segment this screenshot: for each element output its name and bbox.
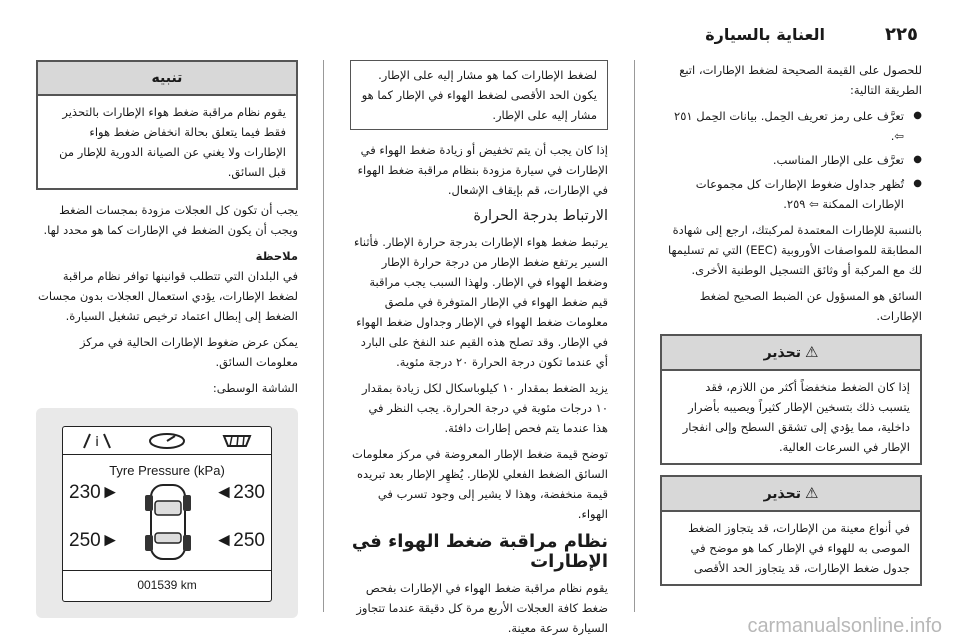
- rear-right-pressure: ◄250: [214, 530, 265, 551]
- warning-continuation: لضغط الإطارات كما هو مشار إليه على الإطار. يكون الحد الأقصى لضغط الهواء في الإطار كما هو مشار إليه على الإطار.: [350, 60, 608, 130]
- display-screen: [62, 426, 272, 602]
- note-title: تنبيه: [38, 62, 296, 96]
- list-item: ● تُظهر جداول ضغوط الإطارات كل مجموعات الإطارات الممكنة ⇦ ٢٥٩.: [660, 174, 922, 214]
- warning-title: ⚠تحذير: [662, 477, 920, 512]
- odometer-readout: 001539 km: [63, 570, 271, 595]
- paragraph: إذا كان يجب أن يتم تخفيض أو زيادة ضغط الهواء في الإطارات في سيارة مزودة بنظام مراقبة ضغط الهواء في الإطارات، قم بإيقاف الإشعال.: [357, 143, 608, 197]
- paragraph: يزيد الضغط بمقدار ١٠ كيلوباسكال لكل زيادة بمقدار ١٠ درجات مئوية في درجة الحرارة. يجب النظر في هذا عندما يتم فحص إطارات دافئة.: [362, 381, 608, 435]
- warning-body: في أنواع معينة من الإطارات، قد يتجاوز الضغط الموصى به للهواء في الإطار كما هو موضح في جدول ضغط الإطارات، قد يتجاوز الحد الأقصى: [688, 521, 910, 575]
- remark-title: ملاحظة: [255, 249, 298, 263]
- list-item: ● تعرَّف على رمز تعريف الحِمل. بيانات الحِمل ٢٥١ ⇦.: [660, 106, 922, 146]
- warning-box: [660, 475, 922, 586]
- section-title: العناية بالسيارة: [705, 24, 826, 44]
- display-title: Tyre Pressure (kPa): [109, 463, 225, 478]
- front-left-pressure: 230►: [69, 482, 120, 503]
- watermark: carmanualsonline.info: [747, 615, 942, 637]
- note-box: [36, 60, 298, 190]
- warning-body: إذا كان الضغط منخفضاً أكثر من اللازم، فقد يتسبب ذلك بتسخين الإطار كثيراً ويصيبه بأضرار داخلية، مما يؤدي إلى تشقق السطح وإلى انفجار الإطار في السرعات العالية.: [682, 380, 910, 454]
- paragraph: يقوم نظام مراقبة ضغط الهواء في الإطارات بفحص ضغط كافة العجلات الأربع مرة كل دقيقة عندما تتجاوز السيارة سرعة معينة.: [356, 581, 608, 635]
- car-top-view-icon: [141, 481, 195, 563]
- paragraph: السائق هو المسؤول عن الضبط الصحيح لضغط الإطارات.: [699, 289, 922, 323]
- bullet-list: [660, 106, 922, 214]
- middle-column: [350, 60, 608, 642]
- page-header: [38, 20, 918, 48]
- warning-triangle-icon: ⚠: [804, 343, 819, 361]
- subheading: الارتباط بدرجة الحرارة: [473, 208, 608, 224]
- warning-triangle-icon: ⚠: [804, 484, 819, 502]
- remark-text: في البلدان التي تتطلب قوانينها توافر نظام مراقبة لضغط الإطارات، يؤدي استعمال العجلات بدون مجسات الضغط إلى إبطال اعتماد ترخيص تشغيل السيارة.: [38, 269, 298, 323]
- paragraph: يرتبط ضغط هواء الإطارات بدرجة حرارة الإطار. فأثناء السير يرتفع ضغط الإطار من درجة حرارة الإطار وضغط الهواء في الإطار. ولهذا السبب يجب مراقبة قيم ضغط الهواء في الإطار المتوفرة في ملصق معلومات ضغط الهواء في الإطار وجداول ضغط الهواء في الإطار. وقد تصلح هذه القيم عند النفخ على البارد أي عندما تكون درجة الحرارة ٢٠ درجة مئوية.: [353, 235, 608, 369]
- heading: نظام مراقبة ضغط الهواء في الإطارات: [351, 531, 608, 572]
- road-warning-icon: [80, 432, 114, 450]
- column-divider: [323, 60, 324, 612]
- column-divider: [634, 60, 635, 612]
- display-icon-bar: [63, 427, 271, 455]
- list-item: ● تعرَّف على الإطار المناسب.: [660, 150, 922, 170]
- rear-left-pressure: 250►: [69, 530, 120, 551]
- warning-title: ⚠تحذير: [662, 336, 920, 371]
- paragraph: يجب أن تكون كل العجلات مزودة بمجسات الضغط ويجب أن يكون الضغط في الإطارات كما هو محدد لها.: [43, 203, 298, 237]
- intro-text: للحصول على القيمة الصحيحة لضغط الإطارات، اتبع الطريقة التالية:: [679, 63, 922, 97]
- note-body: يقوم نظام مراقبة ضغط هواء الإطارات بالتحذير فقط فيما يتعلق بحالة انخفاض ضغط هواء الإطارات ولا يغني عن الصيانة الدورية للإطار من قبل السائق.: [59, 105, 286, 179]
- front-right-pressure: ◄230: [214, 482, 265, 503]
- svg-text:i: i: [94, 434, 99, 450]
- paragraph: توضح قيمة ضغط الإطار المعروضة في مركز معلومات السائق الضغط الفعلي للإطار. يُظهِر الإطار بعد تبريده قيمة منخفضة، وهذا لا يشير إلى وجود تسرب في الهواء.: [352, 447, 608, 521]
- left-column: [36, 60, 298, 618]
- paragraph: يمكن عرض ضغوط الإطارات الحالية في مركز معلومات السائق.: [79, 335, 298, 369]
- gauge-icon: [147, 432, 187, 450]
- right-column: [660, 60, 922, 596]
- paragraph: بالنسبة للإطارات المعتمدة لمركبتك، ارجع إلى شهادة المطابقة للمواصفات الأوروبية (EEC) التي تم تسليمها لك مع المركبة أو وثائق التسجيل الوطنية الأخرى.: [667, 223, 922, 277]
- paragraph: الشاشة الوسطى:: [212, 381, 298, 395]
- warning-box: [660, 334, 922, 465]
- page-number: ٢٢٥: [885, 23, 918, 45]
- display-illustration: [36, 408, 298, 618]
- tyre-tread-icon: [220, 432, 254, 450]
